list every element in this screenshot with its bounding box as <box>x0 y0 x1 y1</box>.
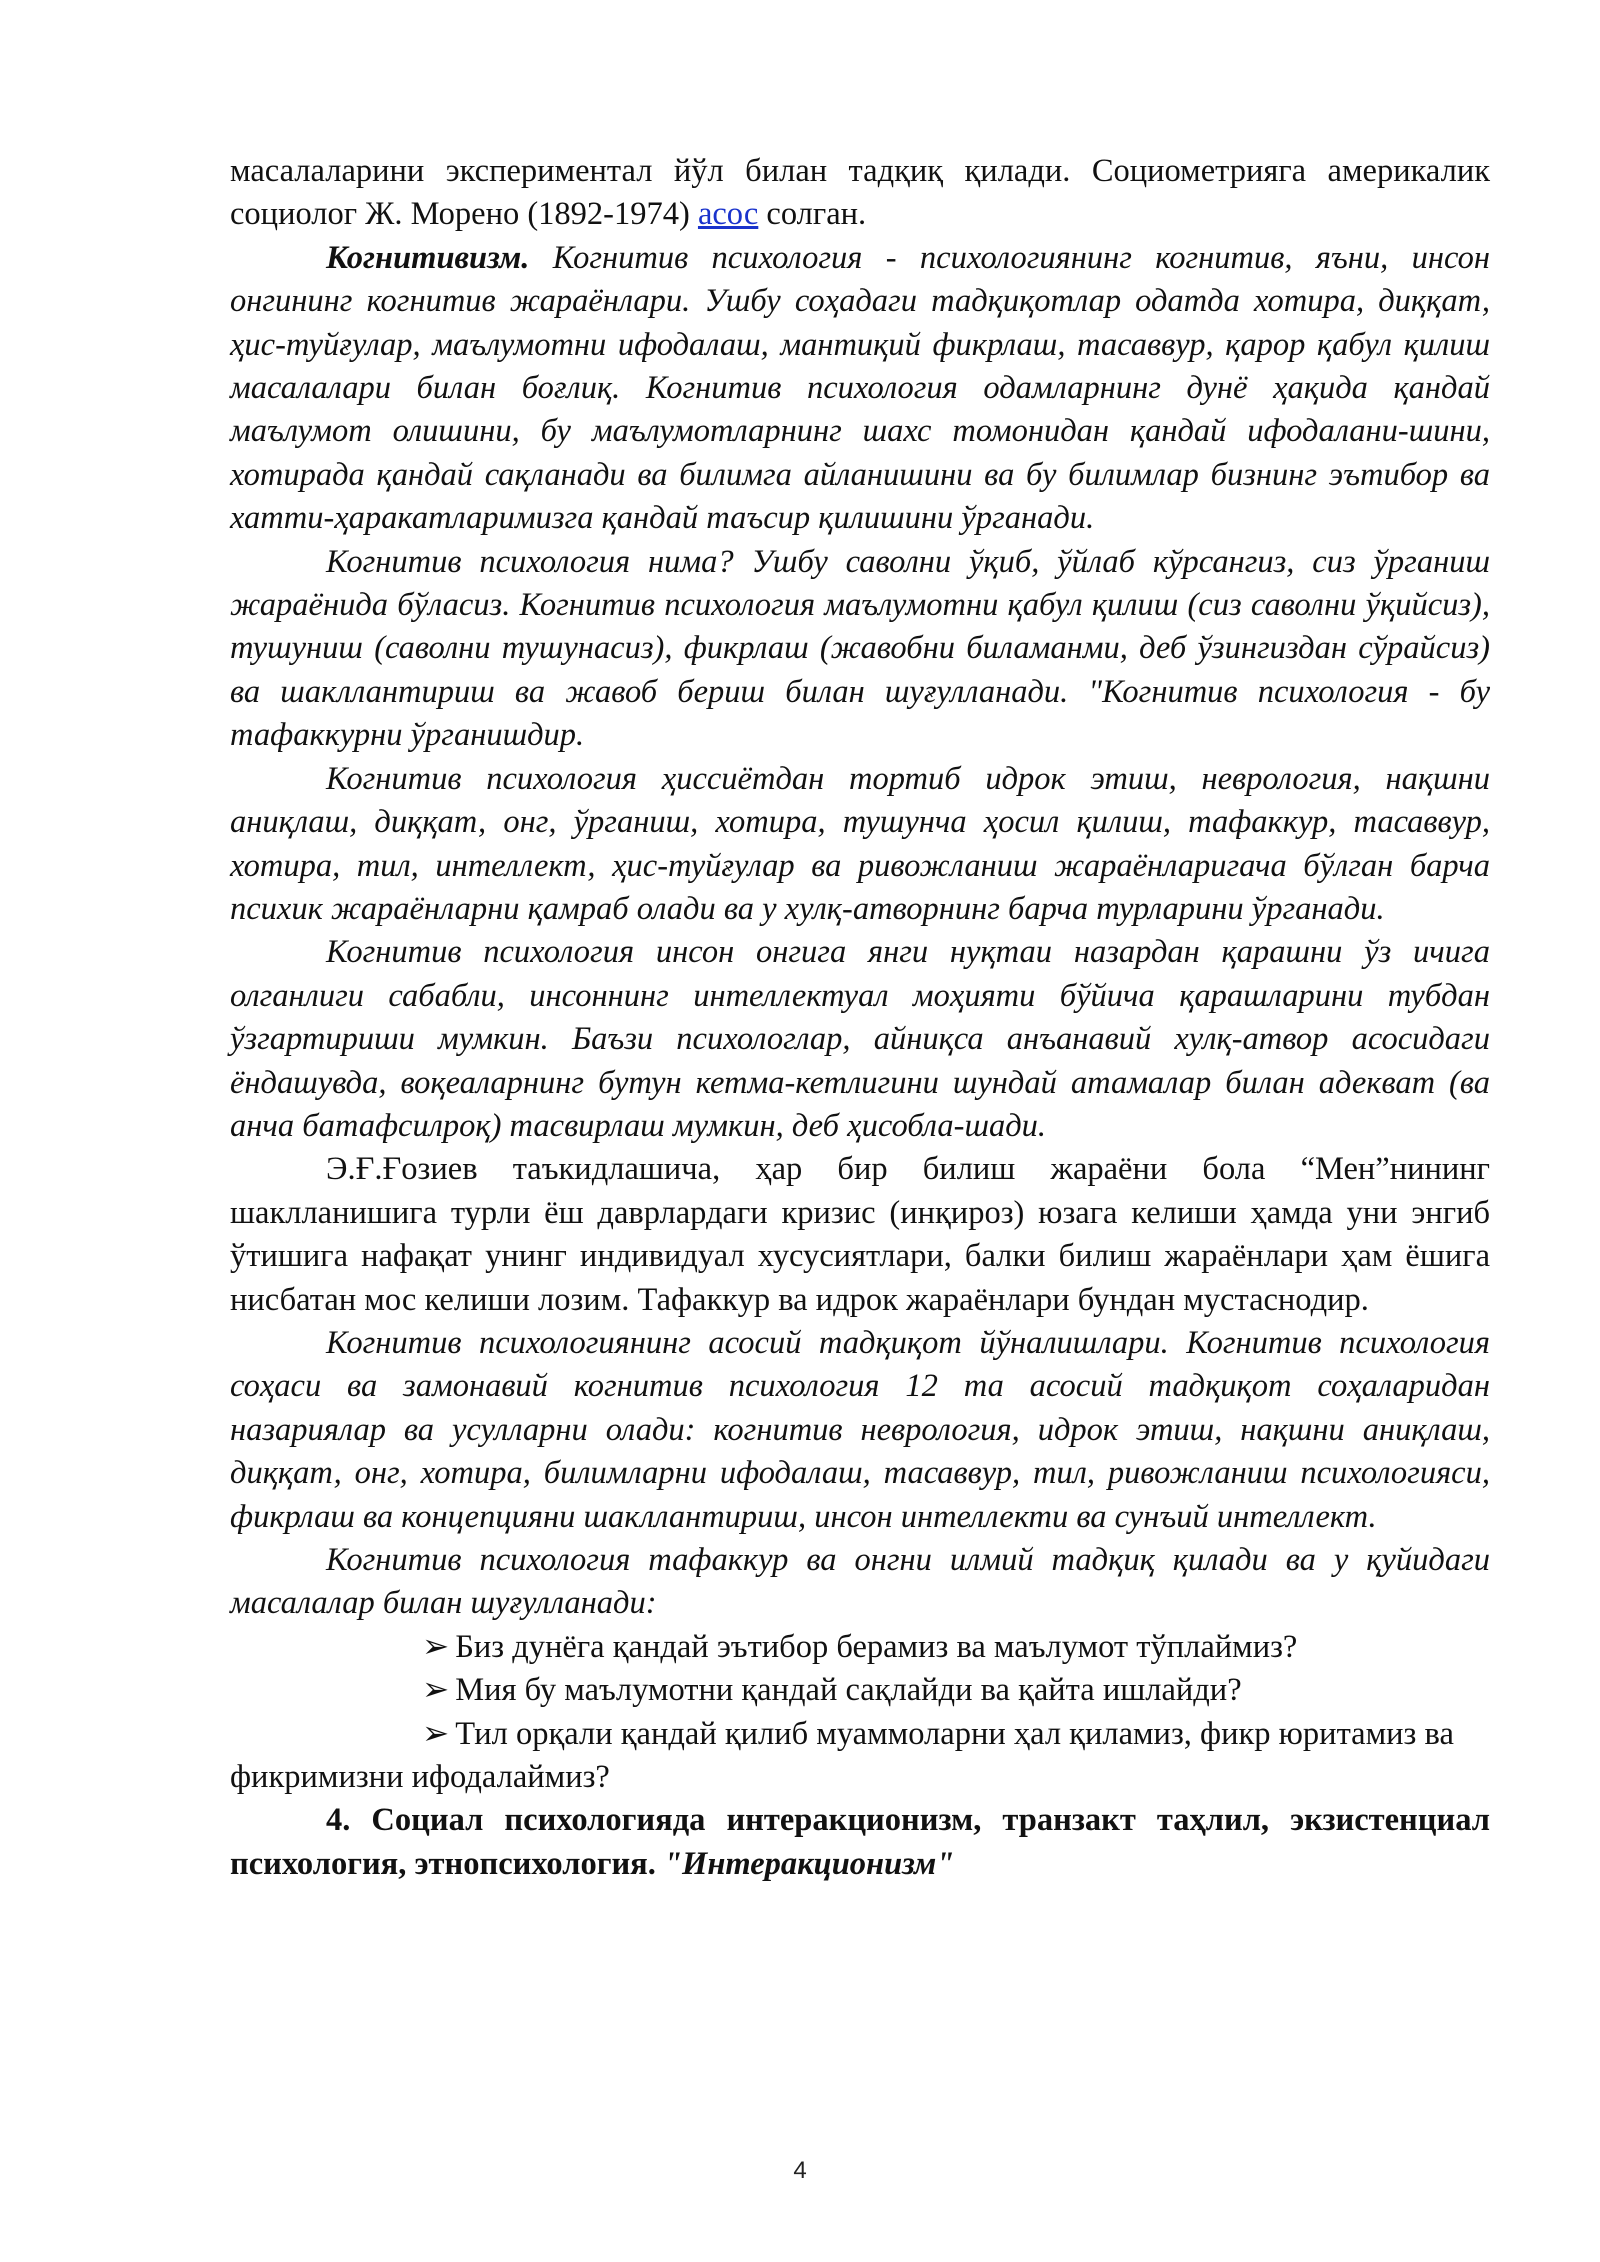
paragraph-what-is-cognitive: Когнитив психология нима? Ушбу саволни ўқиб, ўйлаб кўрсангиз, сиз ўрганиш жараёнида бўласиз. Когнитив психология маълумотни қабул қилиш (сиз саволни ўқийсиз), тушуниш (саволни тушунасиз), фикрлаш (жавобни биламанми, деб ўзингиздан сўрайсиз) ва шакллантириш ва жавоб бериш билан шуғулланади. "Когнитив психология - бу тафаккурни ўрганишдир. <box>230 543 1490 754</box>
section-heading-term: "Интеракционизм" <box>655 1845 955 1882</box>
paragraph-scope: Когнитив психология ҳиссиётдан тортиб идрок этиш, неврология, нақшни аниқлаш, диққат, онг, ўрганиш, хотира, тушунча ҳосил қилиш, тафаккур, тасаввур, хотира, тил, интеллект, ҳис-туйғулар ва ривожланиш жараёнларигача бўлган барча психик жараёнларни қамраб олади ва у хулқ-атворнинг барча турларини ўрганади. <box>230 760 1490 927</box>
document-body <box>230 150 1490 1886</box>
arrow-bullet-icon: ➢ <box>422 1715 450 1752</box>
arrow-bullet-icon: ➢ <box>422 1672 450 1709</box>
list-item-text: Мия бу маълумотни қандай сақлайди ва қайта ишлайди? <box>455 1672 1242 1709</box>
list-item-text: Тил орқали қандай қилиб муаммоларни ҳал қиламиз, фикр юритамиз ва фикримизни ифодалаймиз? <box>230 1715 1454 1796</box>
list-item <box>230 1713 1490 1800</box>
paragraph-research-directions: Когнитив психологиянинг асосий тадқиқот йўналишлари. Когнитив психология соҳаси ва замонавий когнитив психология 12 та асосий тадқиқот соҳаларидан назариялар ва усулларни олади: когнитив неврология, идрок этиш, нақшни аниқлаш, диққат, онг, хотира, билимларни ифодалаш, тасаввур, тил, ривожланиш психологияси, фикрлаш ва концепцияни шакллантириш, инсон интеллекти ва сунъий интеллект. <box>230 1324 1490 1535</box>
list-item-text: Биз дунёга қандай эътибор берамиз ва маълумот тўплаймиз? <box>455 1628 1298 1665</box>
page-number: 4 <box>793 2157 807 2184</box>
paragraph-new-perspective: Когнитив психология инсон онгига янги нуқтаи назардан қарашни ўз ичига олганлиги сабабли, инсоннинг интеллектуал моҳияти бўйича қарашларини тубдан ўзгартириши мумкин. Баъзи психологлар, айниқса анъанавий хулқ-атвор асосидаги ёндашувда, воқеаларнинг бутун кетма-кетлигини шундай атамалар билан адекват (ва анча батафсилроқ) тасвирлаш мумкин, деб ҳисобла-шади. <box>230 934 1490 1144</box>
section-heading-4 <box>230 1799 1490 1886</box>
paragraph-text: масалаларини экспериментал йўл билан тадқиқ қилади. Социометрияга америкалик социолог Ж. Морено (1892-1974) <box>230 153 1490 233</box>
section-heading-cognitivism: Когнитивизм. <box>326 239 530 276</box>
section-heading-text: 4. Социал психологияда интеракционизм, транзакт таҳлил, экзистенциал психология, этнопсихология. <box>230 1802 1490 1882</box>
paragraph-text-tail: солган. <box>758 196 867 233</box>
link-asos[interactable]: асос <box>697 196 759 233</box>
list-item <box>230 1669 1490 1712</box>
paragraph-issues-intro: Когнитив психология тафаккур ва онгни илмий тадқиқ қилади ва у қуйидаги масалалар билан шуғулланади: <box>230 1542 1490 1622</box>
paragraph-goziev: Э.Ғ.Ғозиев таъкидлашича, ҳар бир билиш жараёни бола “Мен”нининг шаклланишига турли ёш даврлардаги кризис (инқироз) юзага келиши ҳамда уни энгиб ўтишига нафақат унинг индивидуал хусусиятлари, балки билиш жараёнлари ҳам ёшига нисбатан мос келиши лозим. Тафаккур ва идрок жараёнлари бундан мустаснодир. <box>230 1151 1490 1318</box>
list-item <box>230 1626 1490 1669</box>
paragraph-text: Когнитив психология - психологиянинг когнитив, яъни, инсон онгининг когнитив жараёнлари. Ушбу соҳадаги тадқиқотлар одатда хотира, диққат, ҳис-туйғулар, маълумотни ифодалаш, мантиқий фикрлаш, тасаввур, қарор қабул қилиш масалалари билан боғлиқ. Когнитив психология одамларнинг дунё ҳақида қандай маълумот олишини, бу маълумотларнинг шахс томонидан қандай ифодалани-шини, хотирада қандай сақланади ва билимга айланишини ва бу билимлар бизнинг эътибор ва хатти-ҳаракатларимизга қандай таъсир қилишини ўрганади. <box>230 239 1490 537</box>
paragraph-cognitivism <box>230 237 1490 541</box>
arrow-bullet-icon: ➢ <box>422 1628 450 1665</box>
paragraph-sociometry <box>230 150 1490 237</box>
